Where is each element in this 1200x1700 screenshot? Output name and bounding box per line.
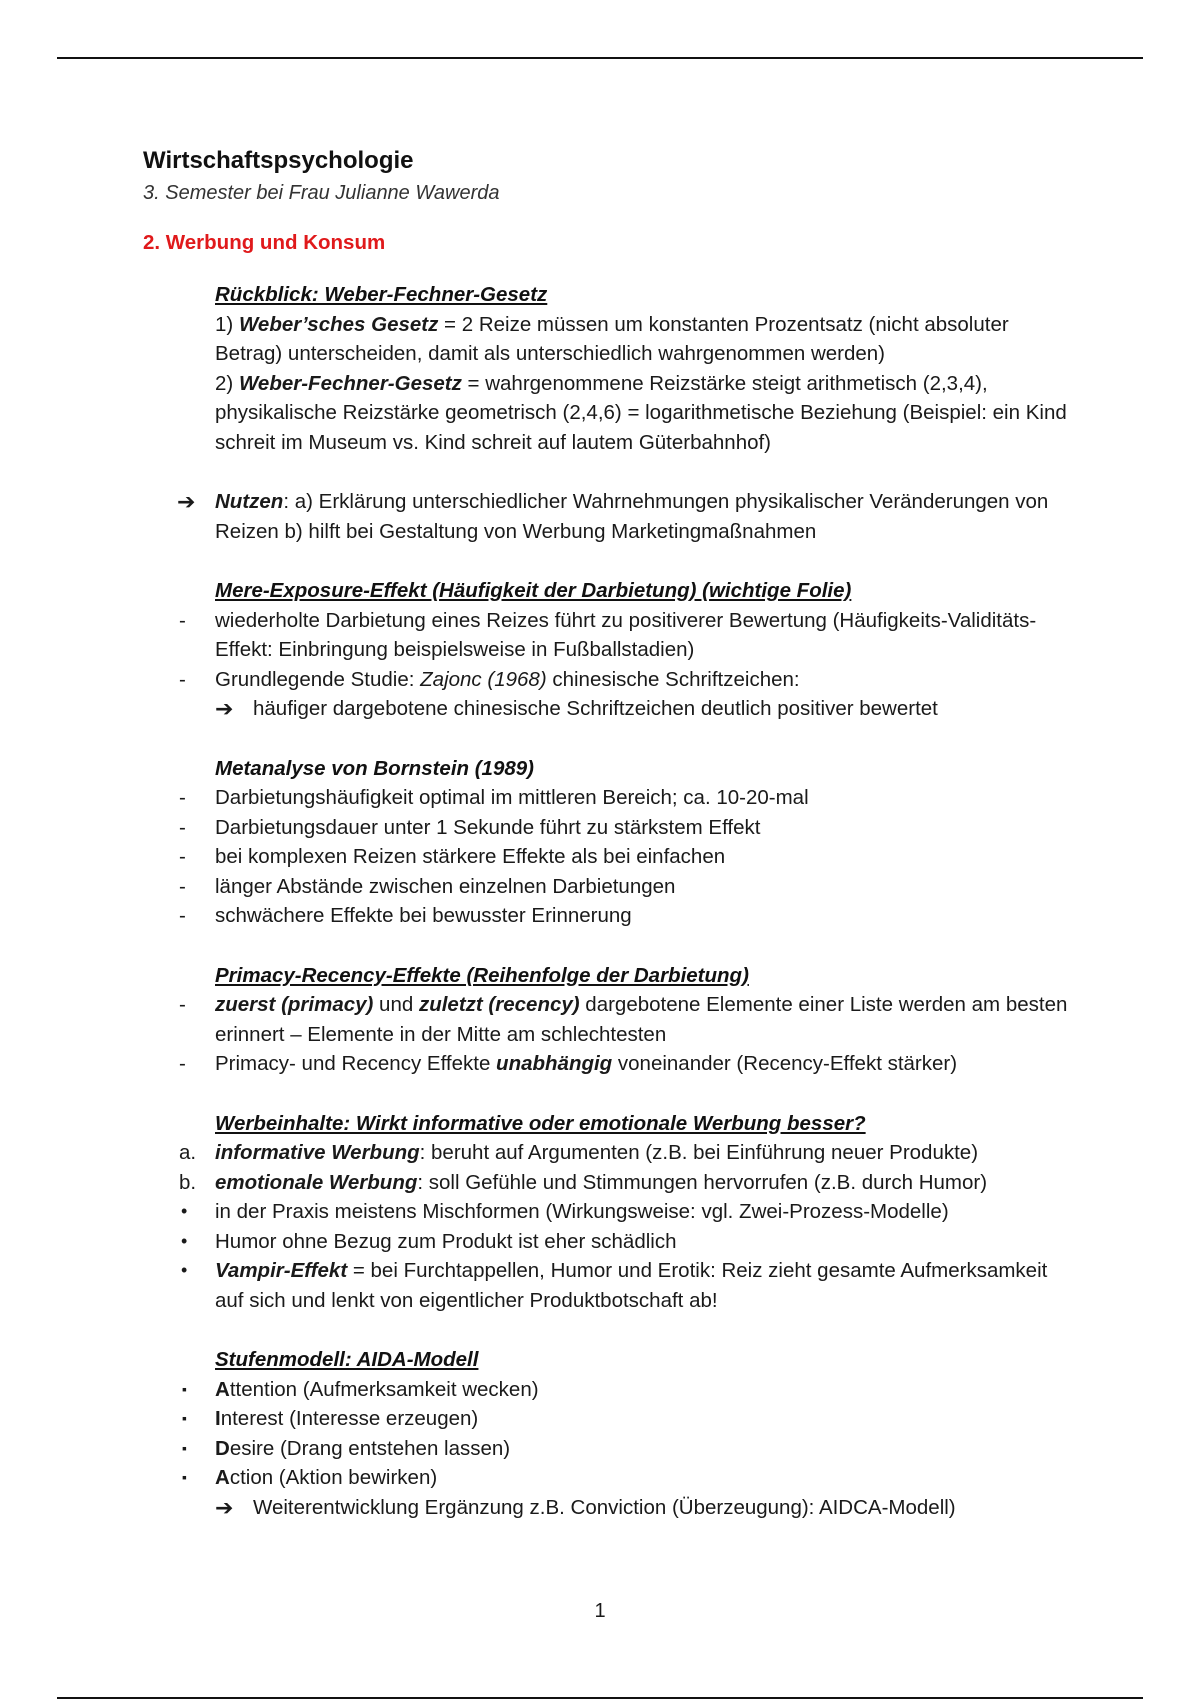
aida-heading: Stufenmodell: AIDA-Modell: [215, 1348, 479, 1371]
nutzen-item: ➔ Nutzen: a) Erklärung unterschiedlicher Wahrnehmungen physikalischer Veränderungen von Reizen b) hilft bei Gestaltung von Werbung Marketingmaßnahmen: [177, 489, 1049, 543]
list-item: - Darbietungsdauer unter 1 Sekunde führt zu stärkstem Effekt: [143, 813, 1073, 843]
document-page: [143, 144, 1073, 1522]
letter-marker: b.: [179, 1170, 197, 1194]
weber-heading: Rückblick: Weber-Fechner-Gesetz: [215, 283, 548, 306]
weber-paragraph-2: 2) Weber-Fechner-Gesetz = wahrgenommene Reizstärke steigt arithmetisch (2,3,4), physikalische Reizstärke geometrisch (2,4,6) = logarithmetische Beziehung (Beispiel: ein Kind schreit im Museum vs. Kind schreit auf lautem Güterbahnhof): [215, 371, 1067, 454]
list-item: - Darbietungshäufigkeit optimal im mittleren Bereich; ca. 10-20-mal: [143, 783, 1073, 813]
dash-marker: -: [179, 786, 186, 809]
list-item: - zuerst (primacy) und zuletzt (recency) dargebotene Elemente einer Liste werden am besten erinnert – Elemente in der Mitte am schlechtesten: [143, 990, 1073, 1049]
list-item: b. emotionale Werbung: soll Gefühle und Stimmungen hervorrufen (z.B. durch Humor): [143, 1168, 1073, 1198]
list-item: a. informative Werbung: beruht auf Argumenten (z.B. bei Einführung neuer Produkte): [143, 1138, 1073, 1168]
bullet-marker: •: [181, 1230, 188, 1251]
document-title: Wirtschaftspsychologie: [143, 147, 414, 174]
square-bullet-marker: ▪: [182, 1439, 187, 1456]
arrow-icon: ➔: [215, 1494, 234, 1520]
dash-marker: -: [179, 1052, 186, 1075]
dash-marker: -: [179, 904, 186, 927]
weber-paragraph-1: 1) Weber’sches Gesetz = 2 Reize müssen um konstanten Prozentsatz (nicht absoluter Betrag) unterscheiden, damit als unterschiedlich wahrgenommen werden): [215, 312, 1009, 365]
list-item: ▪ Desire (Drang entstehen lassen): [143, 1434, 1073, 1464]
list-item: - schwächere Effekte bei bewusster Erinnerung: [143, 901, 1073, 931]
bullet-marker: •: [181, 1201, 188, 1221]
bullet-marker: •: [181, 1260, 188, 1280]
dash-marker: -: [179, 815, 186, 839]
top-rule: [57, 57, 1143, 59]
list-item: - länger Abstände zwischen einzelnen Darbietungen: [143, 872, 1073, 902]
list-item: ▪ Action (Aktion bewirken): [143, 1463, 1073, 1493]
list-item: • Humor ohne Bezug zum Produkt ist eher schädlich: [143, 1227, 1073, 1257]
dash-marker: -: [179, 667, 186, 691]
bottom-rule: [57, 1697, 1143, 1699]
dash-marker: -: [179, 845, 186, 868]
dash-marker: -: [179, 993, 186, 1016]
document-subtitle: 3. Semester bei Frau Julianne Wawerda: [143, 182, 500, 204]
werbeinhalte-heading: Werbeinhalte: Wirkt informative oder emotionale Werbung besser?: [215, 1111, 866, 1135]
list-item: ▪ Attention (Aufmerksamkeit wecken): [143, 1375, 1073, 1405]
list-item: - Primacy- und Recency Effekte unabhängig voneinander (Recency-Effekt stärker): [143, 1049, 1073, 1079]
mere-conclusion: ➔ häufiger dargebotene chinesische Schriftzeichen deutlich positiver bewertet: [215, 694, 1073, 724]
letter-marker: a.: [179, 1141, 197, 1164]
primacy-heading: Primacy-Recency-Effekte (Reihenfolge der Darbietung): [215, 963, 749, 987]
mere-exposure-heading: Mere-Exposure-Effekt (Häufigkeit der Darbietung) (wichtige Folie): [215, 579, 852, 602]
dash-marker: -: [179, 608, 186, 632]
section-title: 2. Werbung und Konsum: [143, 231, 386, 254]
dash-marker: -: [179, 874, 186, 898]
square-bullet-marker: ▪: [182, 1380, 187, 1397]
bornstein-heading: Metanalyse von Bornstein (1989): [215, 756, 534, 780]
list-item: • Vampir-Effekt = bei Furchtappellen, Humor und Erotik: Reiz zieht gesamte Aufmerksamkeit auf sich und lenkt von eigentlicher Produktbotschaft ab!: [143, 1256, 1073, 1315]
aida-conclusion: ➔ Weiterentwicklung Ergänzung z.B. Conviction (Überzeugung): AIDCA-Modell): [215, 1493, 1073, 1523]
list-item: - wiederholte Darbietung eines Reizes führt zu positiverer Bewertung (Häufigkeits-Validitäts-Effekt: Einbringung beispielsweise in Fußballstadien): [143, 606, 1073, 665]
page-number: 1: [594, 1600, 606, 1622]
list-item: - Grundlegende Studie: Zajonc (1968) chinesische Schriftzeichen:: [143, 665, 1073, 695]
list-item: - bei komplexen Reizen stärkere Effekte als bei einfachen: [143, 842, 1073, 872]
square-bullet-marker: ▪: [182, 1469, 187, 1485]
arrow-icon: ➔: [177, 489, 196, 514]
list-item: • in der Praxis meistens Mischformen (Wirkungsweise: vgl. Zwei-Prozess-Modelle): [143, 1197, 1073, 1227]
arrow-icon: ➔: [215, 696, 234, 721]
list-item: ▪ Interest (Interesse erzeugen): [143, 1404, 1073, 1434]
square-bullet-marker: ▪: [182, 1410, 187, 1426]
